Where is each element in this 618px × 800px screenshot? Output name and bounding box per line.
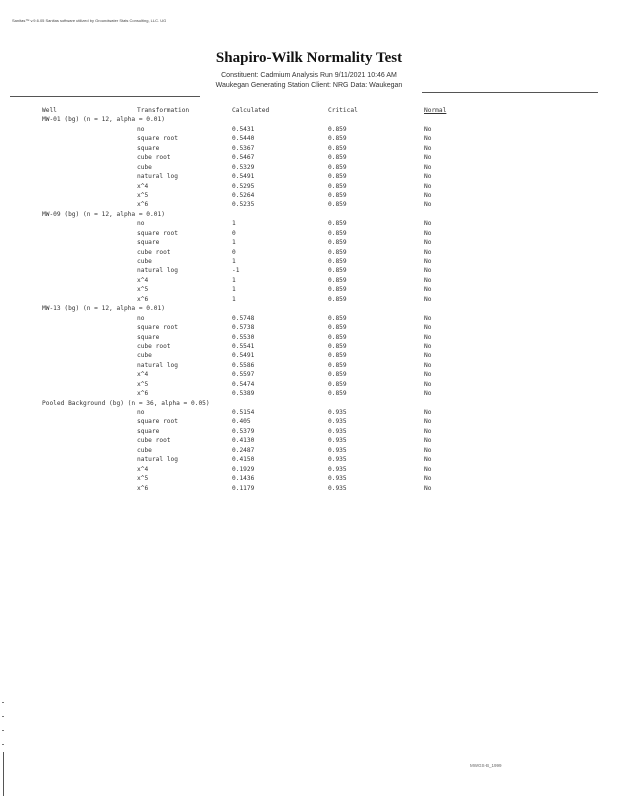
table-row — [42, 126, 482, 135]
critical-cell: 0.859 — [328, 154, 347, 162]
calculated-cell: 0.5295 — [232, 182, 255, 190]
table-row — [42, 418, 482, 427]
critical-cell: 0.859 — [328, 371, 347, 379]
critical-cell: 0.859 — [328, 163, 347, 171]
transformation-cell: no — [137, 409, 145, 416]
col-header-transformation: Transformation — [137, 107, 190, 114]
transformation-cell: no — [137, 220, 145, 228]
transformation-cell: cube — [137, 258, 152, 265]
normal-cell: No — [424, 361, 432, 369]
table-row — [42, 154, 482, 163]
calculated-cell: 1 — [232, 286, 236, 294]
margin-mark — [2, 716, 4, 717]
transformation-cell: square root — [137, 135, 178, 143]
table-row — [42, 267, 482, 276]
normal-cell: No — [424, 182, 432, 190]
critical-cell: 0.859 — [328, 324, 347, 332]
transformation-cell: cube — [137, 352, 152, 360]
transformation-cell: natural log — [137, 456, 178, 464]
calculated-cell: 0.5389 — [232, 390, 255, 398]
transformation-cell: cube root — [137, 248, 171, 256]
critical-cell: 0.935 — [328, 446, 347, 454]
margin-mark — [2, 730, 4, 731]
normal-cell: No — [424, 163, 432, 171]
calculated-cell: 1 — [232, 258, 236, 265]
group-label: MW-13 (bg) (n = 12, alpha = 0.01) — [42, 305, 165, 313]
transformation-cell: x^5 — [137, 191, 149, 199]
critical-cell: 0.859 — [328, 314, 347, 322]
table-row — [42, 239, 482, 248]
transformation-cell: square root — [137, 418, 178, 426]
critical-cell: 0.935 — [328, 475, 347, 483]
critical-cell: 0.859 — [328, 333, 347, 341]
table-row — [42, 381, 482, 390]
calculated-cell: -1 — [232, 267, 240, 275]
table-row — [42, 258, 482, 267]
table-row — [42, 277, 482, 286]
critical-cell: 0.859 — [328, 342, 347, 350]
normal-cell: No — [424, 154, 432, 162]
calculated-cell: 1 — [232, 295, 236, 303]
calculated-cell: 0.405 — [232, 418, 251, 426]
table-row — [42, 296, 482, 305]
margin-line — [3, 752, 4, 796]
table-row — [42, 437, 482, 446]
transformation-cell: x^6 — [137, 484, 149, 492]
normal-cell: No — [424, 220, 432, 228]
transformation-cell: x^4 — [137, 371, 149, 379]
critical-cell: 0.859 — [328, 295, 347, 303]
calculated-cell: 0.5154 — [232, 409, 255, 416]
critical-cell: 0.859 — [328, 267, 347, 275]
transformation-cell: natural log — [137, 173, 178, 181]
table-row — [42, 164, 482, 173]
table-row — [42, 315, 482, 324]
col-header-well: Well — [42, 107, 57, 114]
normal-cell: No — [424, 437, 432, 445]
transformation-cell: x^6 — [137, 295, 149, 303]
transformation-cell: square — [137, 333, 160, 341]
critical-cell: 0.859 — [328, 352, 347, 360]
table-row — [42, 324, 482, 333]
critical-cell: 0.935 — [328, 427, 347, 435]
normal-cell: No — [424, 258, 432, 265]
calculated-cell: 0.5738 — [232, 324, 255, 332]
calculated-cell: 0 — [232, 229, 236, 237]
transformation-cell: x^5 — [137, 475, 149, 483]
critical-cell: 0.859 — [328, 125, 347, 133]
margin-mark — [2, 702, 4, 703]
table-row — [42, 230, 482, 239]
normal-cell: No — [424, 201, 432, 209]
calculated-cell: 0.5379 — [232, 427, 255, 435]
table-row — [42, 173, 482, 182]
calculated-cell: 0.5329 — [232, 163, 255, 171]
calculated-cell: 0.5264 — [232, 191, 255, 199]
table-row — [42, 362, 482, 371]
critical-cell: 0.935 — [328, 484, 347, 492]
rule-left — [10, 96, 200, 97]
calculated-cell: 1 — [232, 276, 236, 284]
normal-cell: No — [424, 409, 432, 416]
normal-cell: No — [424, 144, 432, 152]
normal-cell: No — [424, 371, 432, 379]
group-row — [42, 211, 482, 220]
critical-cell: 0.859 — [328, 201, 347, 209]
transformation-cell: no — [137, 314, 145, 322]
table-row — [42, 371, 482, 380]
normal-cell: No — [424, 125, 432, 133]
critical-cell: 0.859 — [328, 229, 347, 237]
normal-cell: No — [424, 276, 432, 284]
col-header-calculated: Calculated — [232, 107, 270, 114]
rule-right — [422, 92, 598, 93]
transformation-cell: cube root — [137, 154, 171, 162]
col-header-normal: Normal — [424, 107, 447, 114]
transformation-cell: square root — [137, 229, 178, 237]
normal-cell: No — [424, 390, 432, 398]
table-row — [42, 334, 482, 343]
critical-cell: 0.859 — [328, 135, 347, 143]
group-label: MW-01 (bg) (n = 12, alpha = 0.01) — [42, 116, 165, 124]
calculated-cell: 1 — [232, 239, 236, 247]
normal-cell: No — [424, 239, 432, 247]
table-row — [42, 343, 482, 352]
table-row — [42, 145, 482, 154]
normal-cell: No — [424, 418, 432, 426]
group-label: Pooled Background (bg) (n = 36, alpha = 0.05) — [42, 399, 210, 407]
critical-cell: 0.859 — [328, 191, 347, 199]
critical-cell: 0.859 — [328, 173, 347, 181]
normal-cell: No — [424, 333, 432, 341]
normal-cell: No — [424, 135, 432, 143]
critical-cell: 0.859 — [328, 286, 347, 294]
critical-cell: 0.859 — [328, 258, 347, 265]
normal-cell: No — [424, 229, 432, 237]
table-row — [42, 456, 482, 465]
table-row — [42, 201, 482, 210]
page-title: Shapiro-Wilk Normality Test — [215, 50, 403, 66]
critical-cell: 0.935 — [328, 456, 347, 464]
table-row — [42, 409, 482, 418]
transformation-cell: x^5 — [137, 286, 149, 294]
margin-mark — [2, 744, 4, 745]
normal-cell: No — [424, 314, 432, 322]
calculated-cell: 0.4150 — [232, 456, 255, 464]
table-row — [42, 428, 482, 437]
calculated-cell: 0.5474 — [232, 380, 255, 388]
normal-cell: No — [424, 286, 432, 294]
group-row — [42, 305, 482, 314]
calculated-cell: 0.5440 — [232, 135, 255, 143]
transformation-cell: x^5 — [137, 380, 149, 388]
transformation-cell: no — [137, 125, 145, 133]
table-row — [42, 220, 482, 229]
table-row — [42, 352, 482, 361]
normal-cell: No — [424, 456, 432, 464]
critical-cell: 0.935 — [328, 418, 347, 426]
normal-cell: No — [424, 446, 432, 454]
critical-cell: 0.859 — [328, 220, 347, 228]
calculated-cell: 0.1436 — [232, 475, 255, 483]
group-label: MW-09 (bg) (n = 12, alpha = 0.01) — [42, 210, 165, 218]
critical-cell: 0.859 — [328, 361, 347, 369]
critical-cell: 0.859 — [328, 380, 347, 388]
critical-cell: 0.935 — [328, 409, 347, 416]
critical-cell: 0.859 — [328, 248, 347, 256]
calculated-cell: 0.5748 — [232, 314, 255, 322]
table-row — [42, 135, 482, 144]
calculated-cell: 0.5235 — [232, 201, 255, 209]
critical-cell: 0.859 — [328, 239, 347, 247]
results-table — [42, 107, 482, 494]
calculated-cell: 0.5541 — [232, 342, 255, 350]
table-row — [42, 249, 482, 258]
critical-cell: 0.935 — [328, 437, 347, 445]
transformation-cell: x^4 — [137, 182, 149, 190]
table-row — [42, 286, 482, 295]
transformation-cell: cube root — [137, 342, 171, 350]
calculated-cell: 0.5367 — [232, 144, 255, 152]
group-row — [42, 116, 482, 125]
calculated-cell: 0.1179 — [232, 484, 255, 492]
normal-cell: No — [424, 324, 432, 332]
table-row — [42, 475, 482, 484]
normal-cell: No — [424, 191, 432, 199]
group-row — [42, 400, 482, 409]
critical-cell: 0.859 — [328, 182, 347, 190]
transformation-cell: x^4 — [137, 465, 149, 473]
calculated-cell: 0.5491 — [232, 173, 255, 181]
calculated-cell: 0.5597 — [232, 371, 255, 379]
transformation-cell: square — [137, 144, 160, 152]
table-row — [42, 183, 482, 192]
transformation-cell: square — [137, 427, 160, 435]
calculated-cell: 0.4130 — [232, 437, 255, 445]
calculated-cell: 0.2487 — [232, 446, 255, 454]
transformation-cell: cube — [137, 446, 152, 454]
transformation-cell: cube — [137, 163, 152, 171]
calculated-cell: 0.5467 — [232, 154, 255, 162]
normal-cell: No — [424, 484, 432, 492]
table-row — [42, 447, 482, 456]
calculated-cell: 0.5491 — [232, 352, 255, 360]
table-row — [42, 390, 482, 399]
calculated-cell: 0.5431 — [232, 125, 255, 133]
subtitle-analysis: Constituent: Cadmium Analysis Run 9/11/2021 10:46 AM — [221, 72, 397, 79]
transformation-cell: natural log — [137, 361, 178, 369]
calculated-cell: 1 — [232, 220, 236, 228]
normal-cell: No — [424, 173, 432, 181]
normal-cell: No — [424, 380, 432, 388]
transformation-cell: x^4 — [137, 276, 149, 284]
normal-cell: No — [424, 427, 432, 435]
critical-cell: 0.859 — [328, 390, 347, 398]
normal-cell: No — [424, 267, 432, 275]
page-footer-id: MWGS-B_1999 — [470, 763, 502, 768]
transformation-cell: x^6 — [137, 201, 149, 209]
transformation-cell: x^6 — [137, 390, 149, 398]
calculated-cell: 0.1929 — [232, 465, 255, 473]
normal-cell: No — [424, 352, 432, 360]
table-row — [42, 485, 482, 494]
transformation-cell: cube root — [137, 437, 171, 445]
table-header — [42, 107, 482, 116]
normal-cell: No — [424, 295, 432, 303]
calculated-cell: 0.5530 — [232, 333, 255, 341]
software-header-note: Sanitas™ v.9.6.05 Sanitas software utilized by Groundwater Stats Consulting, LLC. UG — [12, 18, 167, 23]
table-row — [42, 466, 482, 475]
normal-cell: No — [424, 248, 432, 256]
transformation-cell: square — [137, 239, 160, 247]
critical-cell: 0.859 — [328, 144, 347, 152]
calculated-cell: 0 — [232, 248, 236, 256]
normal-cell: No — [424, 342, 432, 350]
calculated-cell: 0.5586 — [232, 361, 255, 369]
col-header-critical: Critical — [328, 107, 358, 114]
transformation-cell: square root — [137, 324, 178, 332]
critical-cell: 0.935 — [328, 465, 347, 473]
table-row — [42, 192, 482, 201]
normal-cell: No — [424, 475, 432, 483]
normal-cell: No — [424, 465, 432, 473]
subtitle-site: Waukegan Generating Station Client: NRG Data: Waukegan — [215, 82, 403, 89]
transformation-cell: natural log — [137, 267, 178, 275]
critical-cell: 0.859 — [328, 276, 347, 284]
